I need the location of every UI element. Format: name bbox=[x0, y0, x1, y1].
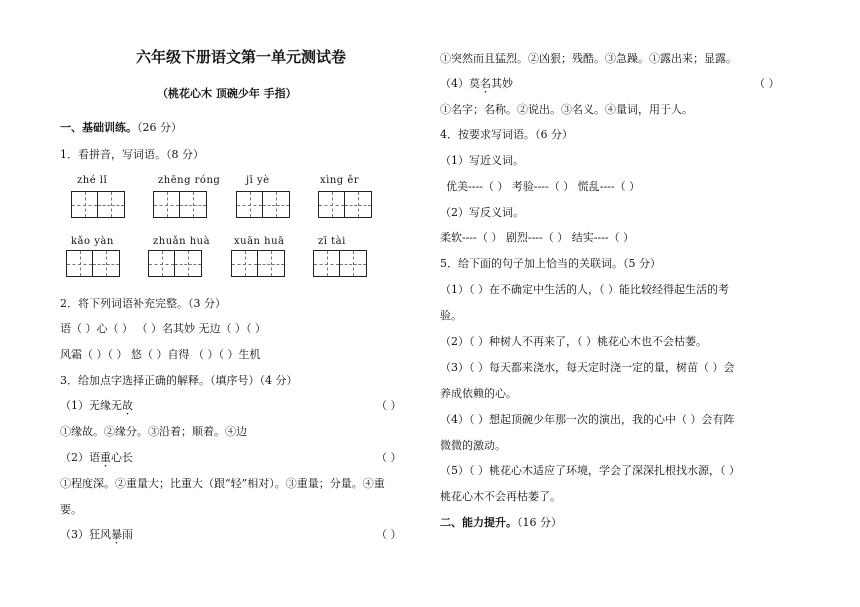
q4-sub2: （2）写反义词。 bbox=[440, 206, 524, 219]
section2-score: （16 分） bbox=[517, 516, 562, 529]
pinyin-6: zhuǎn huà bbox=[153, 236, 211, 247]
q5-line4: （3）（ ）每天都来浇水，每天定时浇一定的量，树苗（ ）会 bbox=[440, 361, 735, 374]
section2-title: 二、能力提升。 bbox=[440, 516, 517, 529]
q3-item4-options: ①名字；名称。②说出。③名义。④量词，用于人。 bbox=[440, 103, 693, 116]
q3-item2-prefix: （2）语 bbox=[60, 451, 100, 464]
q2-text: 2．将下列词语补充完整。（3 分） bbox=[60, 297, 226, 310]
tianzi-grid-6[interactable] bbox=[148, 250, 202, 277]
section1-title: 一、基础训练。 bbox=[60, 121, 137, 134]
q1-text: 1．看拼音，写词语。（8 分） bbox=[60, 148, 204, 161]
q5-text: 5．给下面的句子加上恰当的关联词。（5 分） bbox=[440, 257, 661, 270]
q5-line5: 养成依赖的心。 bbox=[440, 387, 517, 400]
q2-line2: 风霜（ ）（ ） 悠（ ）自得 （ ）（ ）生机 bbox=[60, 348, 261, 361]
q2-line1: 语（ ）心（ ） （ ）名其妙 无边（ ）（ ） bbox=[60, 322, 266, 335]
q4-sub1: （1）写近义词。 bbox=[440, 154, 524, 167]
page-subtitle: （桃花心木 顶碗少年 手指） bbox=[157, 87, 297, 100]
q3-item4 bbox=[440, 77, 513, 91]
q3-item4-dotted-char: 名 bbox=[480, 77, 491, 90]
q3-item3-blank[interactable]: （ ） bbox=[376, 528, 402, 541]
tianzi-grid-8[interactable] bbox=[313, 250, 367, 277]
section1-heading bbox=[60, 121, 182, 135]
q5-line3: （2）（ ）种树人不再来了，（ ）桃花心木也不会枯萎。 bbox=[440, 335, 707, 348]
q4-text: 4．按要求写词语。（6 分） bbox=[440, 128, 573, 141]
q3-item2-options-a: ①程度深。②重量大；比重大（跟“轻”相对）。③重量；分量。④重 bbox=[60, 477, 385, 490]
tianzi-grid-2[interactable] bbox=[153, 191, 207, 218]
tianzi-grid-5[interactable] bbox=[66, 250, 120, 277]
q3-item1-options: ①缘故。②缘分。③沿着；顺着。④边 bbox=[60, 425, 247, 438]
q3-item3-dotted-char: 暴 bbox=[111, 528, 122, 541]
q4-sub2-line: 柔软----（ ） 剧烈----（ ） 结实----（ ） bbox=[440, 231, 635, 244]
q3-item1-blank[interactable]: （ ） bbox=[376, 399, 402, 412]
q3-item3-prefix: （3）狂风 bbox=[60, 528, 111, 541]
q5-line9: 桃花心木不会再枯萎了。 bbox=[440, 490, 561, 503]
pinyin-1: zhé lǐ bbox=[77, 175, 108, 186]
section1-score: （26 分） bbox=[137, 121, 182, 134]
pinyin-5: kǎo yàn bbox=[71, 236, 114, 247]
q3-item3-suffix: 雨 bbox=[122, 528, 133, 541]
q3-item2-dotted-char: 重 bbox=[100, 451, 111, 464]
q5-line6: （4）（ ）想起顶碗少年那一次的演出，我的心中（ ）会有阵 bbox=[440, 413, 735, 426]
q3-item2-blank[interactable]: （ ） bbox=[376, 451, 402, 464]
q3-item1-prefix: （1）无缘无 bbox=[60, 399, 122, 412]
q5-line1: （1）（ ）在不确定中生活的人，（ ）能比较经得起生活的考 bbox=[440, 283, 729, 296]
tianzi-grid-1[interactable] bbox=[71, 191, 125, 218]
q3-item4-suffix: 其妙 bbox=[491, 77, 513, 90]
q5-line8: （5）（ ）桃花心木适应了环境，学会了深深扎根找水源，（ ） bbox=[440, 464, 740, 477]
tianzi-grid-4[interactable] bbox=[318, 191, 372, 218]
q3-item4-prefix: （4）莫 bbox=[440, 77, 480, 90]
tianzi-grid-7[interactable] bbox=[231, 250, 285, 277]
page-title: 六年级下册语文第一单元测试卷 bbox=[136, 48, 347, 66]
q3-item3-options: ①突然而且猛烈。②凶狠；残酷。③急躁。①露出来；显露。 bbox=[440, 52, 737, 65]
pinyin-4: xìng ěr bbox=[320, 175, 360, 186]
pinyin-2: zhēng róng bbox=[158, 175, 221, 186]
q3-item2-options-b: 要。 bbox=[60, 503, 82, 516]
q3-item1 bbox=[60, 399, 133, 413]
q3-item2 bbox=[60, 451, 133, 465]
q4-sub1-line: 优美----（ ） 考验----（ ） 慌乱----（ ） bbox=[446, 180, 641, 193]
tianzi-grid-3[interactable] bbox=[236, 191, 290, 218]
section2-heading bbox=[440, 516, 562, 530]
pinyin-7: xuān huā bbox=[234, 236, 285, 247]
pinyin-8: zī tài bbox=[318, 236, 346, 247]
q3-text: 3．给加点字选择正确的解释。（填序号）（4 分） bbox=[60, 374, 298, 387]
q3-item2-suffix: 心长 bbox=[111, 451, 133, 464]
q5-line7: 微微的激动。 bbox=[440, 439, 506, 452]
q3-item4-blank[interactable]: （ ） bbox=[754, 77, 780, 90]
q5-line2: 验。 bbox=[440, 309, 462, 322]
q3-item1-dotted-char: 故 bbox=[122, 399, 133, 412]
q3-item3 bbox=[60, 528, 133, 542]
pinyin-3: jī yè bbox=[246, 175, 270, 186]
